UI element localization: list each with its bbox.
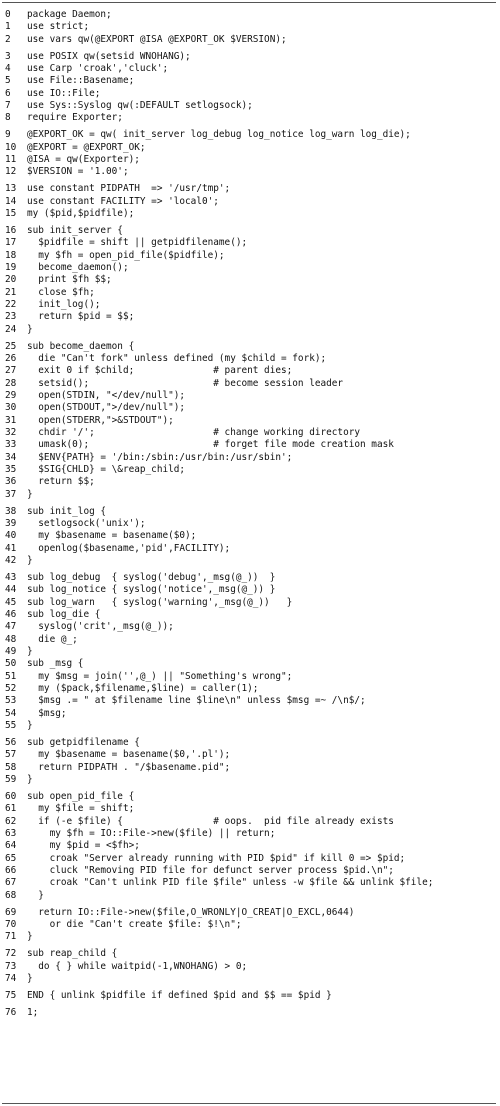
code-text: use File::Basename; xyxy=(27,75,135,87)
code-line xyxy=(2,646,496,658)
code-text: become_daemon(); xyxy=(27,261,129,273)
line-number: 46 xyxy=(5,608,17,620)
code-text: my ($pid,$pidfile); xyxy=(27,207,135,219)
code-text: sub _msg { xyxy=(27,658,84,670)
line-number: 66 xyxy=(5,865,17,877)
line-number: 5 xyxy=(5,75,11,87)
code-line xyxy=(2,196,496,208)
code-line xyxy=(2,816,496,828)
line-number: 55 xyxy=(5,720,17,732)
code-text: use strict; xyxy=(27,21,90,33)
code-line xyxy=(2,990,496,1002)
code-text: open(STDERR,">&STDOUT"); xyxy=(27,414,174,426)
code-line xyxy=(2,828,496,840)
code-line xyxy=(2,51,496,63)
code-text: my $fh = IO::File->new($file) || return; xyxy=(27,828,276,839)
line-number: 43 xyxy=(5,571,17,583)
code-line xyxy=(2,708,496,720)
line-number: 69 xyxy=(5,906,17,918)
code-line xyxy=(2,720,496,732)
code-text: setsid(); # become session leader xyxy=(27,377,344,389)
code-line xyxy=(2,749,496,761)
code-text: $msg; xyxy=(27,707,67,719)
line-number: 45 xyxy=(5,596,17,608)
code-line xyxy=(2,658,496,670)
code-text: sub log_debug { syslog('debug',_msg(@_)) } xyxy=(27,571,276,583)
code-line xyxy=(2,353,496,365)
code-line xyxy=(2,803,496,815)
line-number: 27 xyxy=(5,365,17,377)
code-text: croak "Server already running with PID $pid" if kill 0 => $pid; xyxy=(27,852,406,864)
code-line xyxy=(2,737,496,749)
code-line xyxy=(2,378,496,390)
code-line xyxy=(2,634,496,646)
code-text: do { } while waitpid(-1,WNOHANG) > 0; xyxy=(27,960,248,972)
code-text: return PIDPATH . "/$basename.pid"; xyxy=(27,761,231,773)
code-line xyxy=(2,183,496,195)
code-line xyxy=(2,572,496,584)
line-number: 34 xyxy=(5,451,17,463)
code-text: my $basename = basename($0,'.pl'); xyxy=(27,749,231,761)
line-number: 74 xyxy=(5,972,17,984)
code-text: my $fh = open_pid_file($pidfile); xyxy=(27,249,225,261)
code-text: open(STDOUT,">/dev/null"); xyxy=(27,402,186,414)
code-line xyxy=(2,237,496,249)
code-text: } xyxy=(27,323,33,335)
line-number: 75 xyxy=(5,989,17,1001)
code-text: die "Can't fork" unless defined (my $child = fork); xyxy=(27,352,327,364)
line-number: 22 xyxy=(5,298,17,310)
code-line xyxy=(2,311,496,323)
line-number: 9 xyxy=(5,129,11,141)
code-text: umask(0); # forget file mode creation mask xyxy=(27,439,394,451)
line-number: 71 xyxy=(5,931,17,943)
line-number: 21 xyxy=(5,286,17,298)
code-line xyxy=(2,671,496,683)
line-number: 35 xyxy=(5,464,17,475)
code-line xyxy=(2,774,496,786)
code-line xyxy=(2,75,496,87)
code-line xyxy=(2,973,496,985)
code-line xyxy=(2,34,496,46)
code-listing-frame xyxy=(2,2,496,1104)
code-line xyxy=(2,907,496,919)
code-line xyxy=(2,931,496,943)
code-text: $pidfile = shift || getpidfilename(); xyxy=(27,237,248,249)
code-line xyxy=(2,100,496,112)
line-number: 50 xyxy=(5,658,17,670)
code-line xyxy=(2,287,496,299)
code-line xyxy=(2,530,496,542)
code-text: chdir '/'; # change working directory xyxy=(27,426,361,438)
code-text: my $basename = basename($0); xyxy=(27,530,197,542)
code-text: print $fh $$; xyxy=(27,274,112,286)
line-number: 31 xyxy=(5,414,17,426)
code-text: package Daemon; xyxy=(27,9,112,20)
code-text: sub reap_child { xyxy=(27,948,118,960)
line-number: 59 xyxy=(5,774,17,786)
code-line xyxy=(2,464,496,476)
line-number: 11 xyxy=(5,153,17,165)
code-text: $ENV{PATH} = '/bin:/sbin:/usr/bin:/usr/sbin'; xyxy=(27,451,293,463)
line-number: 23 xyxy=(5,311,17,323)
line-number: 8 xyxy=(5,112,11,124)
code-text: sub log_die { xyxy=(27,608,101,620)
line-number: 10 xyxy=(5,141,17,153)
code-line xyxy=(2,21,496,33)
line-number: 0 xyxy=(5,9,11,20)
line-number: 73 xyxy=(5,960,17,972)
code-line xyxy=(2,506,496,518)
code-text: my $file = shift; xyxy=(27,803,135,815)
line-number: 6 xyxy=(5,87,11,99)
code-line xyxy=(2,597,496,609)
code-line xyxy=(2,154,496,166)
code-text: close $fh; xyxy=(27,286,95,298)
code-line xyxy=(2,890,496,902)
code-line xyxy=(2,877,496,889)
code-line xyxy=(2,1007,496,1019)
line-number: 42 xyxy=(5,555,17,566)
code-line xyxy=(2,225,496,237)
line-number: 37 xyxy=(5,488,17,500)
code-text: my $pid = <$fh>; xyxy=(27,840,140,852)
code-text: use Sys::Syslog qw(:DEFAULT setlogsock); xyxy=(27,100,253,111)
code-text: open(STDIN, "</dev/null"); xyxy=(27,389,186,401)
code-line xyxy=(2,208,496,220)
line-number: 57 xyxy=(5,749,17,761)
code-text: use Carp 'croak','cluck'; xyxy=(27,62,169,74)
line-number: 13 xyxy=(5,183,17,195)
code-text: my $msg = join('',@_) || "Something's wrong"; xyxy=(27,670,293,682)
line-number: 68 xyxy=(5,889,17,901)
line-number: 63 xyxy=(5,828,17,839)
line-number: 30 xyxy=(5,402,17,414)
code-text: } xyxy=(27,488,33,500)
code-line xyxy=(2,142,496,154)
line-number: 25 xyxy=(5,340,17,352)
code-line xyxy=(2,452,496,464)
code-text: } xyxy=(27,774,33,786)
code-line xyxy=(2,840,496,852)
code-line xyxy=(2,365,496,377)
code-line xyxy=(2,341,496,353)
code-line xyxy=(2,476,496,488)
line-number: 70 xyxy=(5,919,17,930)
line-number: 49 xyxy=(5,646,17,657)
code-text: use constant FACILITY => 'local0'; xyxy=(27,195,219,207)
code-text: sub become_daemon { xyxy=(27,340,135,352)
code-line xyxy=(2,9,496,21)
code-line xyxy=(2,865,496,877)
code-line xyxy=(2,166,496,178)
code-line xyxy=(2,609,496,621)
line-number: 33 xyxy=(5,439,17,451)
code-line xyxy=(2,88,496,100)
code-text: sub getpidfilename { xyxy=(27,737,140,748)
code-text: sub init_log { xyxy=(27,505,107,517)
code-line xyxy=(2,274,496,286)
code-text: exit 0 if $child; # parent dies; xyxy=(27,365,293,377)
line-number: 41 xyxy=(5,542,17,554)
code-line xyxy=(2,683,496,695)
code-text: require Exporter; xyxy=(27,112,123,124)
line-number: 28 xyxy=(5,377,17,389)
line-number: 54 xyxy=(5,707,17,719)
code-text: return IO::File->new($file,O_WRONLY|O_CREAT|O_EXCL,0644) xyxy=(27,906,355,918)
code-line xyxy=(2,543,496,555)
code-line xyxy=(2,299,496,311)
line-number: 29 xyxy=(5,389,17,401)
line-number: 20 xyxy=(5,274,17,286)
line-number: 76 xyxy=(5,1006,17,1018)
code-line xyxy=(2,961,496,973)
line-number: 16 xyxy=(5,224,17,236)
code-line xyxy=(2,762,496,774)
code-text: return $pid = $$; xyxy=(27,311,135,323)
code-text: sub log_warn { syslog('warning',_msg(@_)) } xyxy=(27,596,293,608)
code-text: return $$; xyxy=(27,476,95,488)
code-text: } xyxy=(27,972,33,984)
code-text: cluck "Removing PID file for defunct server process $pid.\n"; xyxy=(27,865,394,877)
line-number: 67 xyxy=(5,877,17,889)
line-number: 52 xyxy=(5,683,17,695)
line-number: 60 xyxy=(5,790,17,802)
code-text: @ISA = qw(Exporter); xyxy=(27,153,140,165)
code-line xyxy=(2,402,496,414)
line-number: 51 xyxy=(5,670,17,682)
line-number: 2 xyxy=(5,33,11,45)
code-line xyxy=(2,390,496,402)
code-text: setlogsock('unix'); xyxy=(27,517,146,529)
line-number: 18 xyxy=(5,249,17,261)
line-number: 39 xyxy=(5,517,17,529)
code-text: syslog('crit',_msg(@_)); xyxy=(27,621,174,633)
code-line xyxy=(2,489,496,501)
code-text: sub open_pid_file { xyxy=(27,790,135,802)
line-number: 61 xyxy=(5,803,17,815)
code-line xyxy=(2,415,496,427)
line-number: 36 xyxy=(5,476,17,488)
line-number: 4 xyxy=(5,62,11,74)
code-line xyxy=(2,919,496,931)
code-text: croak "Can't unlink PID file $file" unless -w $file && unlink $file; xyxy=(27,877,434,889)
code-text: $msg .= " at $filename line $line\n" unless $msg =~ /\n$/; xyxy=(27,695,366,707)
code-text: my ($pack,$filename,$line) = caller(1); xyxy=(27,683,259,695)
line-number: 53 xyxy=(5,695,17,707)
code-text: @EXPORT = @EXPORT_OK; xyxy=(27,141,146,153)
code-text: $VERSION = '1.00'; xyxy=(27,166,129,178)
code-line xyxy=(2,439,496,451)
code-line xyxy=(2,621,496,633)
line-number: 24 xyxy=(5,323,17,335)
line-number: 7 xyxy=(5,100,11,111)
code-text: 1; xyxy=(27,1006,39,1018)
line-number: 44 xyxy=(5,584,17,596)
line-number: 62 xyxy=(5,815,17,827)
line-number: 32 xyxy=(5,426,17,438)
line-number: 15 xyxy=(5,207,17,219)
code-text: openlog($basename,'pid',FACILITY); xyxy=(27,542,231,554)
line-number: 47 xyxy=(5,621,17,633)
line-number: 58 xyxy=(5,761,17,773)
code-line xyxy=(2,250,496,262)
line-number: 14 xyxy=(5,195,17,207)
code-text: } xyxy=(27,555,33,566)
code-text: init_log(); xyxy=(27,298,101,310)
line-number: 26 xyxy=(5,352,17,364)
code-text: @EXPORT_OK = qw( init_server log_debug log_notice log_warn log_die); xyxy=(27,129,411,141)
line-number: 72 xyxy=(5,948,17,960)
code-line xyxy=(2,853,496,865)
code-line xyxy=(2,63,496,75)
code-text: sub init_server { xyxy=(27,224,123,236)
code-line xyxy=(2,112,496,124)
code-text: die @_; xyxy=(27,633,78,645)
code-line xyxy=(2,791,496,803)
code-line xyxy=(2,129,496,141)
code-line xyxy=(2,427,496,439)
code-listing xyxy=(2,9,496,1019)
code-text: $SIG{CHLD} = \&reap_child; xyxy=(27,464,186,475)
line-number: 65 xyxy=(5,852,17,864)
code-text: use POSIX qw(setsid WNOHANG); xyxy=(27,50,191,62)
code-text: } xyxy=(27,720,33,732)
code-text: } xyxy=(27,889,44,901)
code-text: use IO::File; xyxy=(27,87,101,99)
code-text: use vars qw(@EXPORT @ISA @EXPORT_OK $VERSION); xyxy=(27,33,287,45)
code-text: END { unlink $pidfile if defined $pid and $$ == $pid } xyxy=(27,989,332,1001)
line-number: 3 xyxy=(5,50,11,62)
code-line xyxy=(2,555,496,567)
line-number: 1 xyxy=(5,21,11,33)
code-text: use constant PIDPATH => '/usr/tmp'; xyxy=(27,183,231,195)
line-number: 17 xyxy=(5,237,17,249)
code-line xyxy=(2,584,496,596)
line-number: 38 xyxy=(5,505,17,517)
code-text: or die "Can't create $file: $!\n"; xyxy=(27,919,242,930)
line-number: 12 xyxy=(5,166,17,178)
code-text: sub log_notice { syslog('notice',_msg(@_)) } xyxy=(27,584,276,596)
line-number: 19 xyxy=(5,261,17,273)
line-number: 48 xyxy=(5,633,17,645)
code-line xyxy=(2,695,496,707)
code-line xyxy=(2,948,496,960)
line-number: 40 xyxy=(5,530,17,542)
code-line xyxy=(2,518,496,530)
code-text: } xyxy=(27,646,33,657)
line-number: 64 xyxy=(5,840,17,852)
code-text: if (-e $file) { # oops. pid file already exists xyxy=(27,815,394,827)
code-text: } xyxy=(27,931,33,943)
code-line xyxy=(2,262,496,274)
line-number: 56 xyxy=(5,737,17,748)
code-line xyxy=(2,324,496,336)
